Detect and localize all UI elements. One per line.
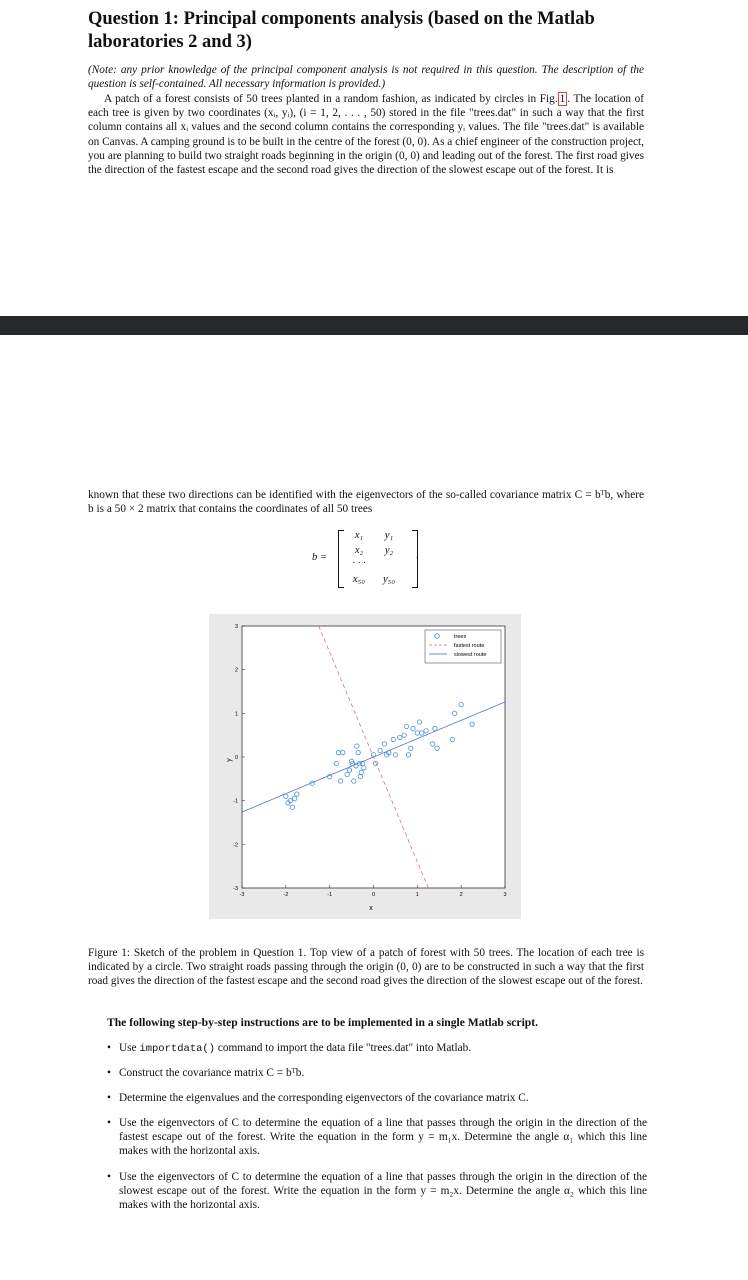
figure-ref-link[interactable]: 1 <box>559 93 566 105</box>
bullet-marker: • <box>107 1117 111 1129</box>
y-tick-label: -1 <box>233 798 238 805</box>
instruction-text: Construct the covariance matrix C = bᵀb. <box>119 1067 305 1079</box>
bullet-marker: • <box>107 1092 111 1104</box>
x-axis-label: x <box>369 905 373 912</box>
y-tick-label: -3 <box>233 886 238 892</box>
y-axis-label: y <box>226 758 233 762</box>
legend-trees-label: trees <box>454 634 467 640</box>
figure-1-scatter <box>209 614 521 919</box>
bullet-marker: • <box>107 1042 111 1054</box>
matrix-cell: y₅₀ <box>383 574 395 585</box>
instruction-text: Use the eigenvectors of C to determine the equation of a line that passes through the origin in the direction of the fastest escape out of the forest. Write the equation in the form y = m₁x. Determine the angle α₁ which this line makes with the horizontal axis. <box>119 1117 647 1158</box>
scatter-chart-svg <box>209 614 521 919</box>
note-paragraph: (Note: any prior knowledge of the principal component analysis is not required in this question. The description of the question is self-contained. All necessary information is provided.) <box>88 64 644 91</box>
y-tick-label: 2 <box>234 667 238 674</box>
y-tick-label: 0 <box>234 755 238 761</box>
x-tick-label: 0 <box>371 892 376 898</box>
instruction-text: Determine the eigenvalues and the corresponding eigenvectors of the covariance matrix C. <box>119 1092 529 1104</box>
instruction-text: command to import the data file "trees.dat" into Matlab. <box>215 1042 472 1054</box>
page-break-bar <box>0 316 748 335</box>
code-importdata: importdata() <box>139 1043 216 1055</box>
instructions-heading: The following step-by-step instructions are to be implemented in a single Matlab script. <box>107 1016 539 1029</box>
x-tick-label: 1 <box>415 892 419 898</box>
x-tick-label: 2 <box>459 892 463 898</box>
instruction-text: Use the eigenvectors of C to determine the equation of a line that passes through the origin in the direction of the slowest escape out of the forest. Write the equation in the form y = m₂x. Determine the angle α₂ which this line makes with the horizontal axis. <box>119 1171 647 1212</box>
instruction-text: Use <box>119 1042 140 1054</box>
y-tick-label: 3 <box>234 624 238 630</box>
instruction-item <box>107 1170 647 1213</box>
x-tick-label: -2 <box>283 892 289 898</box>
legend-slowest-label: slowest route <box>454 652 487 658</box>
instruction-item <box>107 1066 647 1080</box>
matrix-cell: y₁ <box>384 530 394 541</box>
bullet-marker: • <box>107 1067 111 1079</box>
y-tick-label: 1 <box>234 711 238 718</box>
matrix-left-bracket <box>338 530 344 588</box>
instruction-item <box>107 1041 647 1056</box>
bullet-marker: • <box>107 1171 111 1183</box>
x-tick-label: 3 <box>503 892 507 898</box>
intro-text-after: . The location of each tree is given by two coordinates (xᵢ, yᵢ), (i = 1, 2, . . . , 50) stored in the file "trees.dat" in such a way that the first column contains all xᵢ values and the second column contains the corresponding yᵢ values. The file "trees.dat" is available on Canvas. A camping ground is to be built in the centre of the forest (0, 0). As a chief engineer of the construction project, you are planning to build two straight roads beginning in the origin (0, 0) and leading out of the forest. The first road gives the direction of the fastest escape and the second road gives the direction of the slowest escape out of the forest. It is <box>88 93 644 177</box>
instruction-item <box>107 1116 647 1159</box>
matrix-cell: y₂ <box>384 545 394 556</box>
covariance-paragraph: known that these two directions can be identified with the eigenvectors of the so-called covariance matrix C = bᵀb, where b is a 50 × 2 matrix that contains the coordinates of all 50 trees <box>88 489 644 516</box>
x-tick-label: -1 <box>327 892 333 898</box>
question-title: Question 1: Principal components analysis (based on the Matlab laboratories 2 and 3) <box>88 9 595 52</box>
matrix-cell: · · · <box>352 558 366 569</box>
x-tick-label: -3 <box>239 892 245 898</box>
matrix-label: b = <box>312 552 327 563</box>
y-tick-label: -2 <box>233 842 238 849</box>
matrix-b <box>312 528 442 590</box>
intro-paragraph <box>88 92 644 177</box>
figure-caption: Figure 1: Sketch of the problem in Question 1. Top view of a patch of forest with 50 trees. The location of each tree is indicated by a circle. Two straight roads passing through the origin (0, 0) are to be constructed in such a way that the first road gives the direction of the fastest escape and the second road gives the direction of the slowest escape out of the forest. <box>88 947 644 988</box>
matrix-cell: x₁ <box>354 530 364 541</box>
matrix-cell: x₅₀ <box>353 574 365 585</box>
matrix-cell: x₂ <box>354 545 364 556</box>
intro-text-before: A patch of a forest consists of 50 trees planted in a random fashion, as indicated by circles in Fig. <box>104 93 558 105</box>
instruction-item <box>107 1091 647 1105</box>
legend-fastest-label: fastest route <box>454 643 485 649</box>
legend <box>425 630 501 663</box>
matrix-end-period: . <box>416 550 419 561</box>
